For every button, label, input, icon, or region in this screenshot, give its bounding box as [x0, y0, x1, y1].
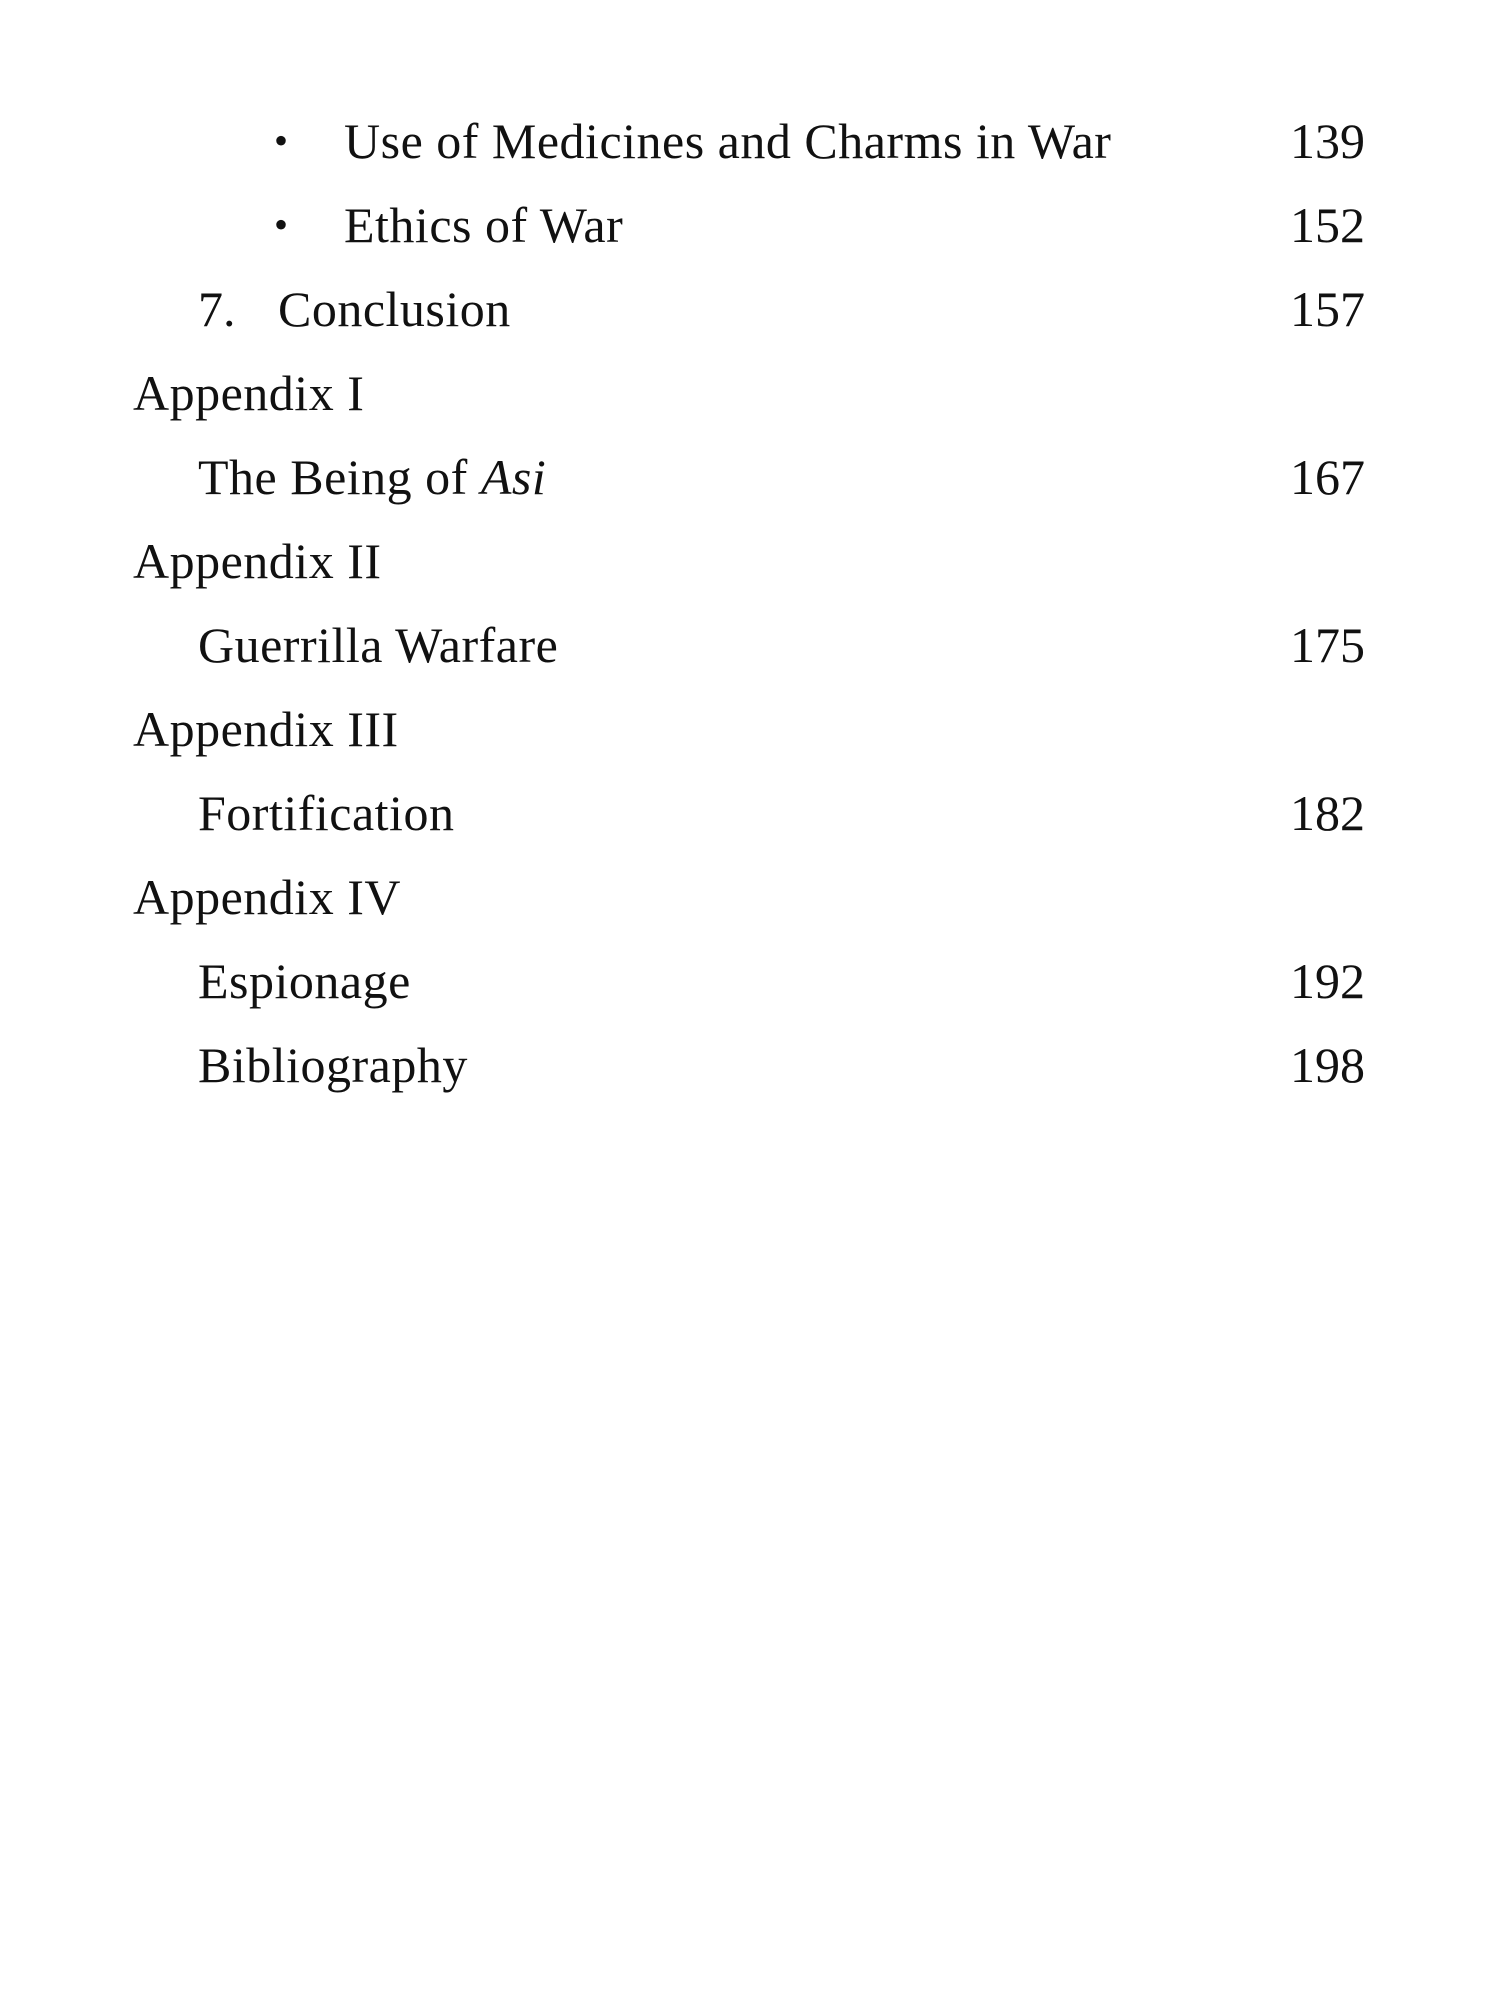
toc-page-number: 182	[1290, 785, 1365, 841]
appendix-label: Appendix III	[133, 701, 399, 757]
toc-entry	[0, 190, 1500, 260]
toc-appendix-heading	[0, 358, 1500, 428]
toc-page-number: 139	[1290, 113, 1365, 169]
toc-entry	[0, 106, 1500, 176]
toc-entry	[0, 610, 1500, 680]
toc-entry-title	[198, 442, 546, 512]
toc-page-number: 167	[1290, 449, 1365, 505]
toc-entry-title: Guerrilla Warfare	[198, 617, 559, 673]
toc-appendix-heading	[0, 694, 1500, 764]
chapter-number: 7.	[198, 281, 236, 337]
toc-page-number: 157	[1290, 281, 1365, 337]
toc-entry	[0, 946, 1500, 1016]
toc-entry-title: Ethics of War	[344, 197, 624, 253]
toc-entry-title: Fortification	[198, 785, 455, 841]
toc-page-number: 198	[1290, 1037, 1365, 1093]
toc-entry-title: Bibliography	[198, 1037, 468, 1093]
toc-entry	[0, 274, 1500, 344]
bullet-icon: •	[274, 202, 289, 247]
toc-page-number: 175	[1290, 617, 1365, 673]
appendix-label: Appendix II	[133, 533, 382, 589]
toc-appendix-heading	[0, 862, 1500, 932]
toc-page-number: 192	[1290, 953, 1365, 1009]
toc-page-number: 152	[1290, 197, 1365, 253]
toc-entry	[0, 778, 1500, 848]
toc-appendix-heading	[0, 526, 1500, 596]
appendix-label: Appendix I	[133, 365, 365, 421]
toc-entry-title: Espionage	[198, 953, 411, 1009]
toc-entry-title-text: The Being of	[198, 449, 481, 505]
toc-entry-title-italic: Asi	[480, 449, 547, 505]
toc-entry	[0, 442, 1500, 512]
bullet-icon: •	[274, 118, 289, 163]
toc-entry-title: Use of Medicines and Charms in War	[344, 113, 1112, 169]
toc-entry-title: Conclusion	[278, 281, 511, 337]
appendix-label: Appendix IV	[133, 869, 401, 925]
toc-entry	[0, 1030, 1500, 1100]
